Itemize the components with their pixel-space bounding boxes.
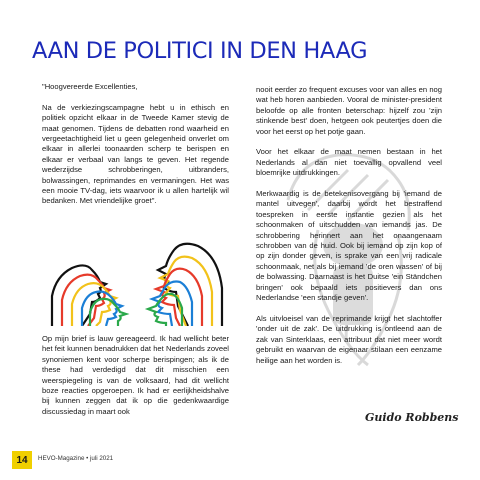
right-paragraph-3: Merkwaardig is de betekenisovergang bij 'iemand de mantel uitvegen', daarbij wordt het bestraffend toespreken in eerste instantie gezien als het schoonmaken of uitschudden van iemands jas. De schrobbering herinnert aan het onaangenaam schrobben van de huid. Ook bij iemand op zijn kop of op zijn donder geven, is sprake van een vrij radicale schoonmaak, net als bij iemand 'de oren wassen' of bij de bolwassing. Daarnaast is het Duitse 'ein Ständchen bringen' ook bepaald iets positievers dan ons Nederlandse 'een standje geven'. <box>256 189 442 303</box>
page-number-badge: 14 <box>12 451 32 469</box>
footer-text: HEVO-Magazine • juli 2021 <box>38 455 114 462</box>
faces-illustration <box>42 226 232 326</box>
author-signature: Guido Robbens <box>365 411 459 424</box>
left-column-bottom <box>42 334 229 417</box>
left-column <box>42 82 229 217</box>
right-paragraph-4: Als uitvloeisel van de reprimande krijgt het slachtoffer 'onder uit de zak'. De uitdrukking is ontleend aan de zak van Sinterklaas, een attribuut dat niet meer wordt gebruikt en waarvan de eigenaar stilaan een eenzame heilige aan het worden is. <box>256 313 442 365</box>
letter-body: Na de verkiezingscampagne hebt u in ethisch en politiek opzicht elkaar in de Tweede Kamer stevig de maat genomen. Tijdens de debatten rond waarheid en vergeetachtigheid liet u geen gelegenheid onverlet om elkaar in allerlei toonaarden scherp te berispen en elkaar er verbaal van langs te geven. Het regende wederzijdse schrobberingen, uitbranders, bolwassingen, reprimandes en vermaningen. Het was een mooie TV-dag, iets waarvoor ik u allen hartelijk wil bedanken. Met vriendelijke groet". <box>42 102 229 206</box>
right-column <box>256 85 442 376</box>
page-title: AAN DE POLITICI IN DEN HAAG <box>32 38 368 64</box>
salutation: "Hoogvereerde Excellenties, <box>42 82 138 91</box>
right-paragraph-1: nooit eerder zo frequent excuses voor van alles en nog wat heb horen aanbieden. Vooral de minister-president beloofde op alle fronten beterschap: hijzelf zou 'zijn stinkende best' doen, hetgeen ook peutertjes doen die voor het eerst op het potje gaan. <box>256 85 442 136</box>
right-paragraph-2: Voor het elkaar de maat nemen bestaan in het Nederlands al dan niet toevallig opvallend veel bloemrijke uitdrukkingen. <box>256 147 442 178</box>
closing-paragraph: Op mijn brief is lauw gereageerd. Ik had wellicht beter het feit kunnen benadrukken dat het Nederlands zoveel synoniemen kent voor scherpe berispingen; als ik de these had verdedigd dat dit misschien een weerspiegeling is van de volksaard, had dit wellicht boze reacties opgeroepen. Ik had er eerlijkheidshalve bij kunnen zeggen dat ik op die gedenkwaardige discussiedag in maart ook <box>42 334 229 416</box>
